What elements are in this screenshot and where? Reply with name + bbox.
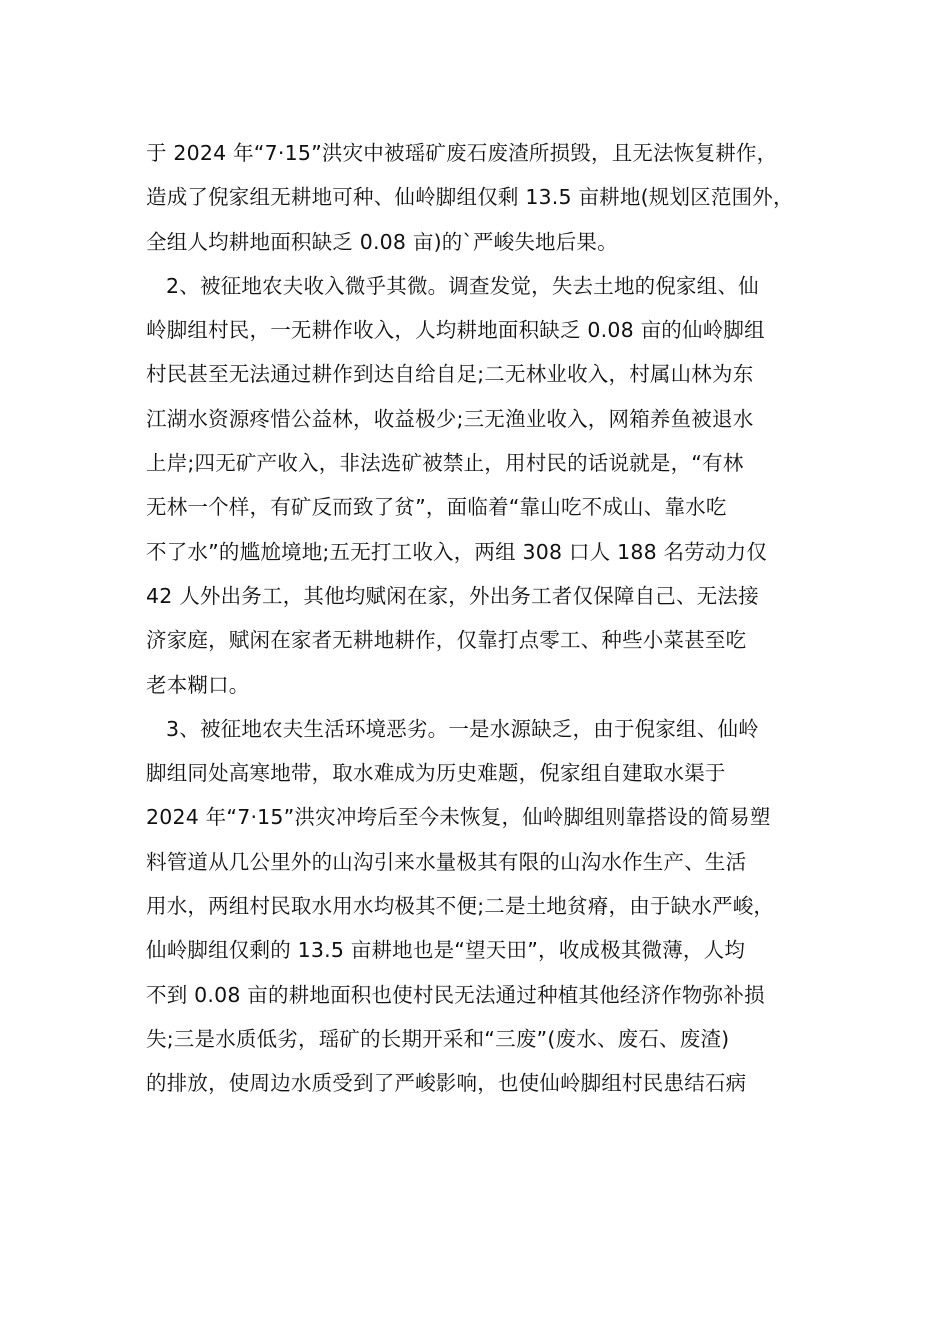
text-line-18: 用水，两组村民取水用水均极其不便;二是土地贫瘠，由于缺水严峻， [146, 894, 775, 919]
text-line-19: 仙岭脚组仅剩的 13.5 亩耕地也是“望天田”，收成极其微薄，人均 [146, 938, 746, 963]
text-line-21: 失;三是水质低劣，瑶矿的长期开采和“三废”(废水、废石、废渣) [146, 1026, 730, 1051]
text-line-5: 岭脚组村民，一无耕作收入，人均耕地面积缺乏 0.08 亩的仙岭脚组 [146, 318, 765, 343]
text-line-17: 料管道从几公里外的山沟引来水量极其有限的山沟水作生产、生活 [146, 849, 747, 874]
document-body [146, 131, 826, 1106]
text-line-22: 的排放，使周边水质受到了严峻影响，也使仙岭脚组村民患结石病 [146, 1071, 747, 1096]
text-line-20: 不到 0.08 亩的耕地面积也使村民无法通过种植其他经济作物弥补损 [146, 982, 765, 1007]
text-line-6: 村民甚至无法通过耕作到达自给自足;二无林业收入，村属山林为东 [146, 362, 754, 387]
text-line-10: 不了水”的尴尬境地;五无打工收入，两组 308 口人 188 名劳动力仅 [146, 539, 768, 564]
text-line-2: 造成了倪家组无耕地可种、仙岭脚组仅剩 13.5 亩耕地(规划区范围外， [146, 185, 794, 210]
text-line-15: 脚组同处高寒地带，取水难成为历史难题，倪家组自建取水渠于 [146, 761, 726, 786]
text-line-16: 2024 年“7·15”洪灾冲垮后至今未恢复，仙岭脚组则靠搭设的简易塑 [146, 805, 771, 830]
text-line-7: 江湖水资源疼惜公益林，收益极少;三无渔业收入，网箱养鱼被退水 [146, 406, 754, 431]
text-line-11: 42 人外出务工，其他均赋闲在家，外出务工者仅保障自己、无法接 [146, 583, 759, 608]
text-line-4: 2、被征地农夫收入微乎其微。调查发觉，失去土地的倪家组、仙 [166, 273, 759, 298]
text-line-14: 3、被征地农夫生活环境恶劣。一是水源缺乏，由于倪家组、仙岭 [166, 716, 759, 741]
text-line-13: 老本糊口。 [146, 672, 250, 697]
text-line-3: 全组人均耕地面积缺乏 0.08 亩)的`严峻失地后果。 [146, 229, 618, 254]
text-line-12: 济家庭，赋闲在家者无耕地耕作，仅靠打点零工、种些小菜甚至吃 [146, 628, 747, 653]
text-line-8: 上岸;四无矿产收入，非法选矿被禁止，用村民的话说就是，“有林 [146, 451, 744, 476]
text-line-1: 于 2024 年“7·15”洪灾中被瑶矿废石废渣所损毁，且无法恢复耕作， [146, 141, 778, 165]
text-line-9: 无林一个样，有矿反而致了贫”，面临着“靠山吃不成山、靠水吃 [146, 495, 727, 520]
